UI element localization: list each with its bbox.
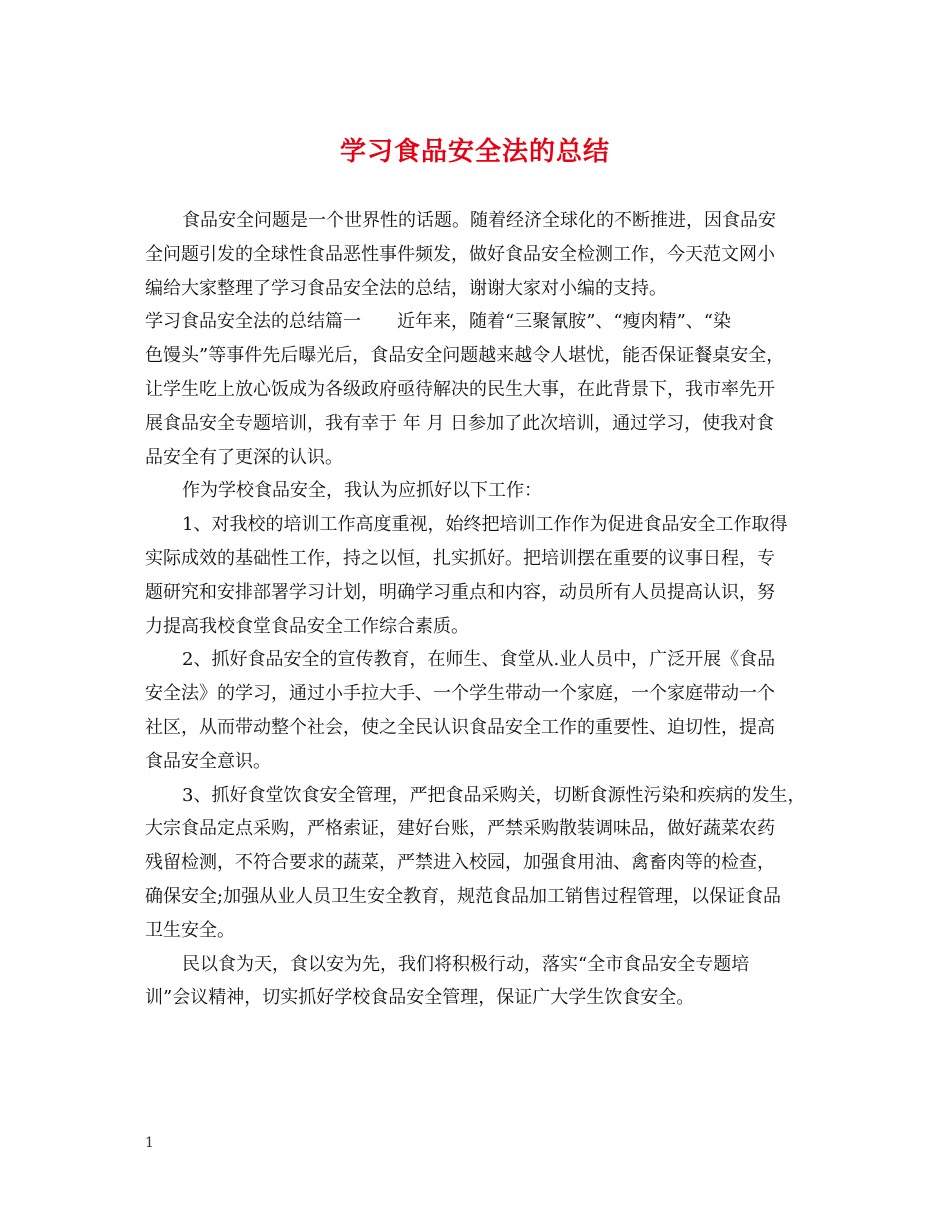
paragraph-line: 食品安全意识。 <box>145 750 271 772</box>
paragraph-line: 学习食品安全法的总结篇一 近年来，随着“三聚氰胺”、“瘦肉精”、“染 <box>145 311 732 333</box>
paragraph-line: 1、对我校的培训工作高度重视，始终把培训工作作为促进食品安全工作取得 <box>182 514 788 536</box>
paragraph-line: 民以食为天，食以安为先，我们将积极行动，落实“全市食品安全专题培 <box>182 953 750 975</box>
paragraph-line: 实际成效的基础性工作，持之以恒，扎实抓好。把培训摆在重要的议事日程，专 <box>145 547 775 569</box>
paragraph-line: 让学生吃上放心饭成为各级政府亟待解决的民生大事，在此背景下，我市率先开 <box>145 378 775 400</box>
paragraph-line: 作为学校食品安全，我认为应抓好以下工作： <box>182 480 542 502</box>
page-number: 1 <box>145 1135 154 1151</box>
paragraph-line: 编给大家整理了学习食品安全法的总结，谢谢大家对小编的支持。 <box>145 277 667 299</box>
paragraph-line: 3、抓好食堂饮食安全管理，严把食品采购关，切断食源性污染和疾病的发生， <box>182 784 806 806</box>
paragraph-line: 食品安全问题是一个世界性的话题。随着经济全球化的不断推进，因食品安 <box>182 210 776 231</box>
paragraph-line: 训”会议精神，切实抓好学校食品安全管理，保证广大学生饮食安全。 <box>145 987 695 1009</box>
paragraph-line: 品安全有了更深的认识。 <box>145 446 343 468</box>
paragraph-line: 卫生安全。 <box>145 919 235 941</box>
paragraph-line: 力提高我校食堂食品安全工作综合素质。 <box>145 615 469 637</box>
paragraph-line: 题研究和安排部署学习计划，明确学习重点和内容，动员所有人员提高认识，努 <box>145 581 775 603</box>
paragraph-line: 大宗食品定点采购，严格索证，建好台账，严禁采购散装调味品，做好蔬菜农药 <box>145 818 775 840</box>
document-body <box>145 204 815 1015</box>
paragraph-line: 社区，从而带动整个社会，使之全民认识食品安全工作的重要性、迫切性，提高 <box>145 716 775 738</box>
paragraph-line: 2、抓好食品安全的宣传教育，在师生、食堂从.业人员中，广泛开展《食品 <box>182 649 776 671</box>
document-title: 学习食品安全法的总结 <box>339 137 610 167</box>
paragraph-line: 展食品安全专题培训，我有幸于 年 月 日参加了此次培训，通过学习，使我对食 <box>145 412 775 434</box>
paragraph-line: 残留检测，不符合要求的蔬菜，严禁进入校园，加强食用油、禽畜肉等的检查， <box>145 852 775 874</box>
paragraph-line: 确保安全;加强从业人员卫生安全教育，规范食品加工销售过程管理，以保证食品 <box>145 885 782 907</box>
paragraph-line: 安全法》的学习，通过小手拉大手、一个学生带动一个家庭，一个家庭带动一个 <box>145 683 775 705</box>
paragraph-line: 色馒头”等事件先后曝光后，食品安全问题越来越令人堪忧，能否保证餐桌安全， <box>145 345 785 367</box>
paragraph-line: 全问题引发的全球性食品恶性事件频发，做好食品安全检测工作，今天范文网小 <box>145 243 775 265</box>
